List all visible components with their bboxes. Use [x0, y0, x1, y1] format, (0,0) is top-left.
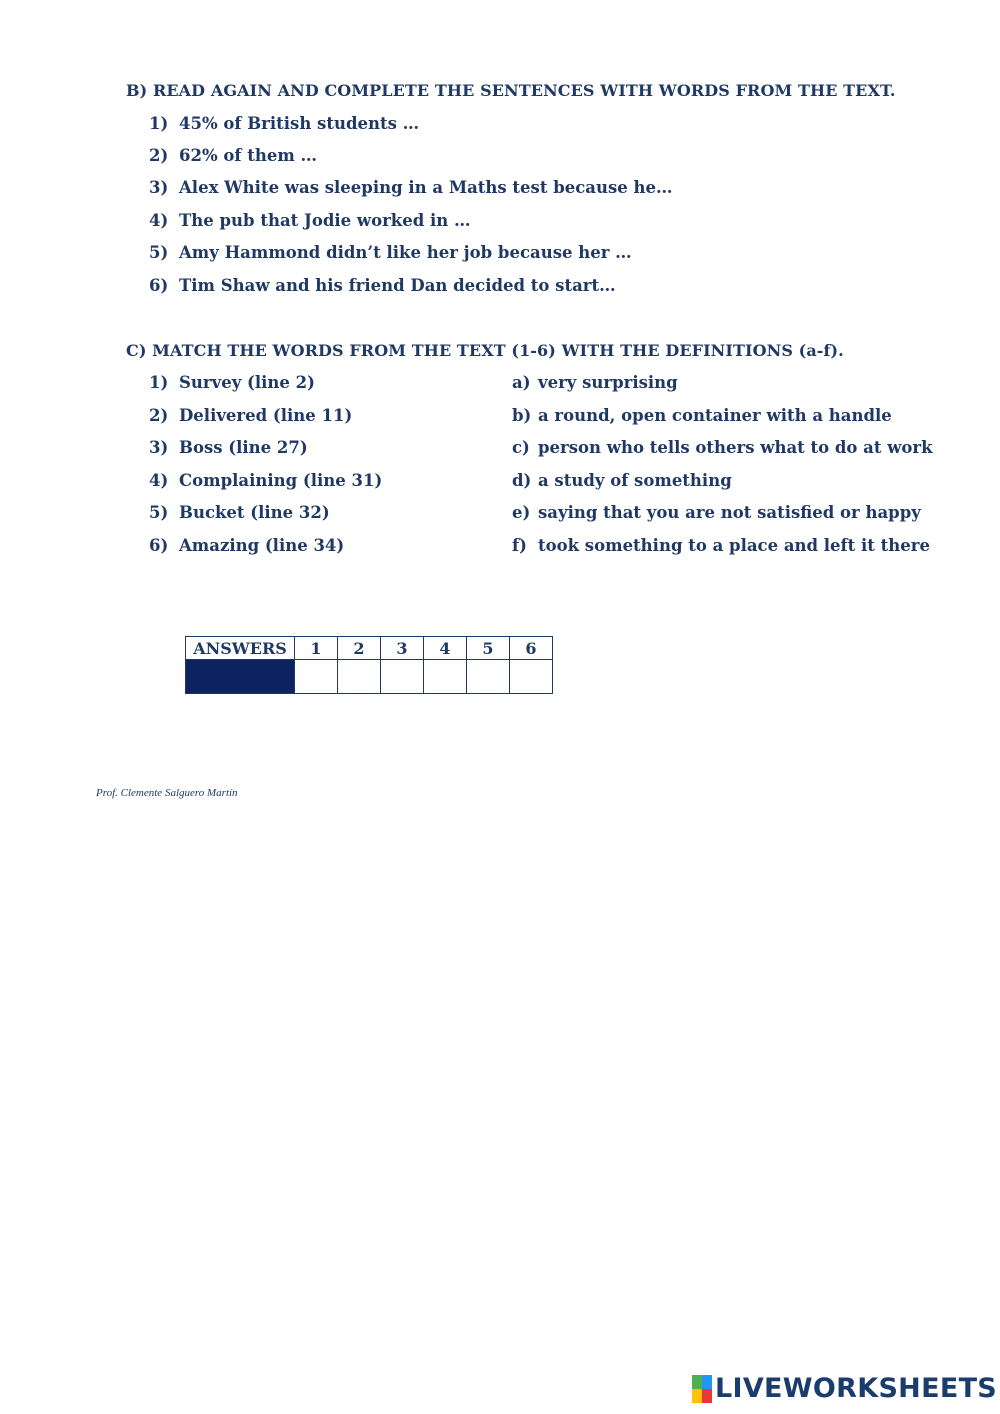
definition-text: person who tells others what to do at work — [538, 438, 933, 457]
word-number: 3) — [149, 438, 169, 457]
word-text: Bucket (line 32) — [179, 503, 330, 522]
answers-input-row — [186, 660, 553, 694]
definition-item — [512, 406, 892, 425]
answers-column-3: 3 — [381, 637, 424, 660]
item-number: 4) — [149, 211, 169, 230]
definition-item — [512, 373, 678, 392]
word-item — [149, 438, 308, 457]
word-number: 1) — [149, 373, 169, 392]
definition-item — [512, 536, 930, 555]
word-number: 2) — [149, 406, 169, 425]
word-item — [149, 503, 330, 522]
definition-text: took something to a place and left it there — [538, 536, 930, 555]
word-text: Complaining (line 31) — [179, 471, 383, 490]
liveworksheets-brand[interactable] — [692, 1374, 997, 1404]
item-text: The pub that Jodie worked in … — [179, 211, 471, 230]
item-number: 6) — [149, 276, 169, 295]
answers-label-cell — [186, 660, 295, 694]
item-text: 45% of British students … — [179, 114, 420, 133]
item-number: 5) — [149, 243, 169, 262]
logo-tile-e — [702, 1389, 712, 1403]
definition-text: saying that you are not satisfied or happy — [538, 503, 921, 522]
item-number: 3) — [149, 178, 169, 197]
answer-box-1[interactable] — [295, 660, 338, 694]
definition-text: a round, open container with a handle — [538, 406, 892, 425]
list-item — [149, 211, 471, 230]
definition-item — [512, 471, 732, 490]
section-c-heading: C) MATCH THE WORDS FROM THE TEXT (1-6) WITH THE DEFINITIONS (a-f). — [126, 341, 844, 360]
definition-letter: d) — [512, 471, 532, 490]
word-number: 4) — [149, 471, 169, 490]
answers-column-2: 2 — [338, 637, 381, 660]
answer-box-5[interactable] — [467, 660, 510, 694]
word-text: Survey (line 2) — [179, 373, 315, 392]
answers-column-1: 1 — [295, 637, 338, 660]
answers-header-row — [186, 637, 553, 660]
answers-column-6: 6 — [510, 637, 553, 660]
answer-box-6[interactable] — [510, 660, 553, 694]
answer-box-3[interactable] — [381, 660, 424, 694]
word-item — [149, 406, 352, 425]
word-item — [149, 471, 382, 490]
liveworksheets-logo-icon — [692, 1375, 712, 1403]
answer-box-4[interactable] — [424, 660, 467, 694]
author-credit: Prof. Clemente Salguero Martín — [96, 787, 238, 799]
item-text: Amy Hammond didn’t like her job because her … — [179, 243, 632, 262]
answers-column-4: 4 — [424, 637, 467, 660]
definition-letter: a) — [512, 373, 531, 392]
answers-header-label: ANSWERS — [186, 637, 295, 660]
definition-letter: c) — [512, 438, 530, 457]
answers-column-5: 5 — [467, 637, 510, 660]
word-number: 6) — [149, 536, 169, 555]
word-item — [149, 536, 344, 555]
logo-tile-v — [692, 1389, 702, 1403]
definition-letter: f) — [512, 536, 527, 555]
section-b-heading: B) READ AGAIN AND COMPLETE THE SENTENCES WITH WORDS FROM THE TEXT. — [126, 81, 896, 100]
word-number: 5) — [149, 503, 169, 522]
logo-tile-i — [702, 1375, 712, 1389]
list-item — [149, 178, 673, 197]
definition-item — [512, 438, 933, 457]
definition-letter: e) — [512, 503, 531, 522]
answers-table — [185, 636, 553, 694]
item-text: 62% of them … — [179, 146, 318, 165]
item-text: Tim Shaw and his friend Dan decided to start… — [179, 276, 616, 295]
answer-box-2[interactable] — [338, 660, 381, 694]
logo-tile-l — [692, 1375, 702, 1389]
list-item — [149, 146, 317, 165]
definition-item — [512, 503, 921, 522]
definition-text: a study of something — [538, 471, 732, 490]
item-text: Alex White was sleeping in a Maths test because he… — [179, 178, 673, 197]
word-text: Amazing (line 34) — [179, 536, 345, 555]
word-item — [149, 373, 315, 392]
word-text: Delivered (line 11) — [179, 406, 353, 425]
item-number: 2) — [149, 146, 169, 165]
list-item — [149, 276, 616, 295]
list-item — [149, 243, 632, 262]
word-text: Boss (line 27) — [179, 438, 308, 457]
brand-wordmark: LIVEWORKSHEETS — [715, 1373, 998, 1404]
definition-letter: b) — [512, 406, 532, 425]
item-number: 1) — [149, 114, 169, 133]
definition-text: very surprising — [538, 373, 678, 392]
list-item — [149, 114, 419, 133]
